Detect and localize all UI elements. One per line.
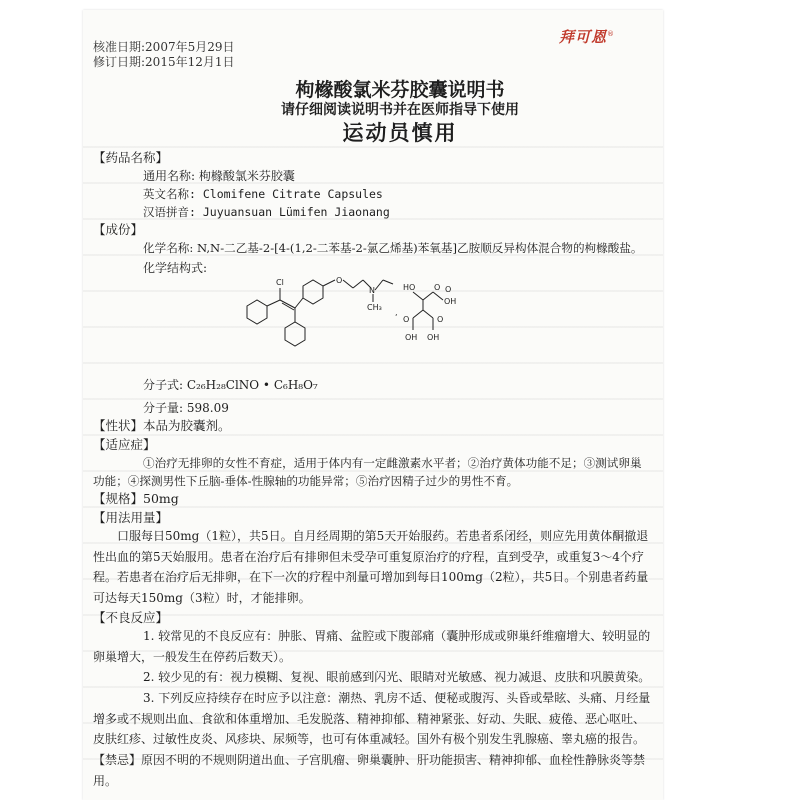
revision-date: 修订日期:2015年12月1日	[93, 55, 235, 69]
adverse-item-1: 1. 较常见的不良反应有：肿胀、胃痛、盆腔或下腹部痛（囊肿形成或卵巢纤维瘤增大、较明显的卵巢增大，一般发生在停药后数天）。	[93, 629, 651, 664]
athlete-warning: 运动员慎用	[342, 121, 458, 145]
adverse-item-2: 2. 较少见的有：视力模糊、复视、眼前感到闪光、眼睛对光敏感、视力减退、皮肤和巩膜黄染。	[143, 670, 651, 684]
read-instruction: 请仔细阅读说明书并在医师指导下使用	[281, 102, 519, 118]
english-name: 英文名称: Clomifene Citrate Capsules	[143, 187, 383, 201]
chemical-name: 化学名称: N,N-二乙基-2-[4-(1,2-二苯基-2-氯乙烯基)苯氧基]乙胺顺反异构体混合物的枸橼酸盐。	[143, 241, 643, 255]
atom-o-3: O	[403, 315, 410, 324]
composition-heading: 【成份】	[93, 222, 144, 237]
atom-oh-3: OH	[427, 333, 440, 342]
atom-oh-2: OH	[405, 333, 418, 342]
registered-mark: ®	[607, 30, 616, 38]
approval-date: 核准日期:2007年5月29日	[93, 40, 235, 54]
atom-o-2: O	[445, 285, 452, 294]
document-title: 枸橼酸氯米芬胶囊说明书	[295, 79, 505, 101]
atom-o-4: O	[437, 315, 444, 324]
atom-cl: Cl	[276, 278, 284, 287]
formula-row	[143, 377, 318, 393]
adverse-item-3: 3. 下列反应持续存在时应予以注意：潮热、乳房不适、便秘或腹泻、头昏或晕眩、头痛、月经量增多或不规则出血、食欲和体重增加、毛发脱落、精神抑郁、精神紧张、好动、失眠、疲倦、恶心呕吐、皮肤红疹、过敏性皮炎、风疹块、尿频等，也可有体重减轻。国外有极个别发生乳腺癌、睾丸癌的报告。	[93, 691, 651, 746]
salt-separator: ,	[395, 308, 398, 317]
brand-logo	[559, 26, 615, 47]
atom-n: N	[369, 286, 375, 295]
dosage-heading: 【用法用量】	[93, 510, 169, 525]
pinyin-name: 汉语拼音: Juyuansuan Lümifen Jiaonang	[143, 205, 390, 219]
atom-o-1: O	[434, 283, 441, 292]
atom-ho: HO	[403, 283, 416, 292]
chemical-structure	[235, 270, 495, 370]
molecular-formula: C₂₆H₂₈ClNO • C₆H₈O₇	[186, 378, 318, 392]
adverse-heading: 【不良反应】	[93, 610, 169, 625]
specification: 【规格】50mg	[93, 491, 179, 506]
indications-line-1: ①治疗无排卵的女性不育症，适用于体内有一定雌激素水平者；②治疗黄体功能不足；③测试卵巢	[143, 456, 642, 470]
structure-label: 化学结构式:	[143, 261, 208, 275]
brand-name: 拜可恩	[559, 28, 608, 46]
molecular-weight: 分子量: 598.09	[143, 401, 229, 415]
atom-ch3: CH₃	[367, 303, 382, 312]
indications-heading: 【适应症】	[93, 437, 156, 452]
atom-o-ether: O	[336, 276, 343, 285]
atom-oh-1: OH	[444, 297, 457, 306]
dosage-text: 口服每日50mg（1粒），共5日。自月经周期的第5天开始服药。若患者系闭经，则应先用黄体酮撤退性出血的第5天始服用。患者在治疗后有排卵但未受孕可重复原治疗的疗程，直到受孕，或重复3～4个疗程。若患者在治疗后无排卵，在下一次的疗程中剂量可增加到每日100mg（2粒），共5日。个别患者药量可达每天150mg（3粒）时，才能排卵。	[93, 529, 649, 605]
indications-line-2: 功能；④探测男性下丘脑-垂体-性腺轴的功能异常；⑤治疗因精子过少的男性不育。	[93, 474, 519, 488]
contraindications: 【禁忌】原因不明的不规则阴道出血、子宫肌瘤、卵巢囊肿、肝功能损害、精神抑郁、血栓性静脉炎等禁用。	[93, 753, 646, 788]
approval-dates	[93, 40, 235, 70]
drug-name-heading: 【药品名称】	[93, 150, 169, 165]
appearance: 【性状】本品为胶囊剂。	[93, 418, 231, 433]
generic-name: 通用名称: 枸橼酸氯米芬胶囊	[143, 169, 295, 183]
formula-label: 分子式:	[143, 378, 184, 392]
